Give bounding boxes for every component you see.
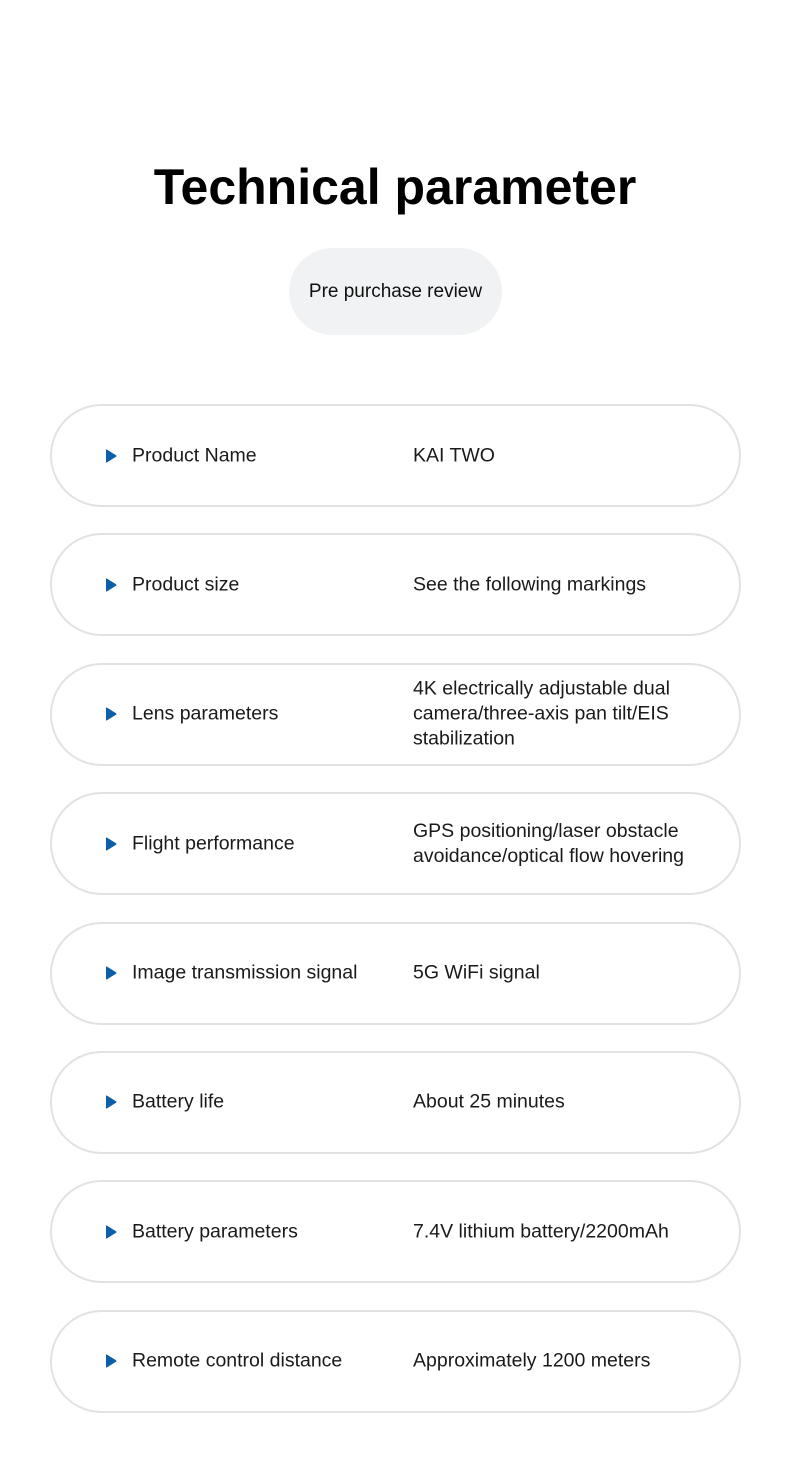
- parameter-row: [50, 1051, 741, 1154]
- parameter-label: Remote control distance: [132, 1349, 343, 1372]
- parameter-value: KAI TWO: [413, 444, 495, 466]
- play-triangle-icon: [105, 449, 117, 463]
- parameter-row: [50, 1180, 741, 1283]
- parameter-row: [50, 922, 741, 1025]
- parameter-value: GPS positioning/laser obstacle avoidance/optical flow hovering: [413, 819, 685, 867]
- parameter-label: Lens parameters: [132, 702, 279, 725]
- pre-purchase-review-label: Pre purchase review: [308, 280, 483, 302]
- parameter-label: Flight performance: [132, 832, 295, 855]
- play-triangle-icon: [105, 707, 117, 721]
- play-triangle-icon: [105, 966, 117, 980]
- parameter-value: Approximately 1200 meters: [413, 1349, 651, 1372]
- parameter-row: [50, 1310, 741, 1413]
- parameter-label: Product Name: [132, 444, 257, 466]
- pre-purchase-review-button[interactable]: [289, 248, 502, 335]
- parameter-list: [50, 404, 741, 1439]
- parameter-value: 4K electrically adjustable dual camera/three-axis pan tilt/EIS stabilization: [413, 677, 670, 750]
- parameter-label: Image transmission signal: [132, 961, 358, 984]
- parameter-value: See the following markings: [413, 573, 647, 596]
- parameter-label: Product size: [132, 573, 240, 596]
- play-triangle-icon: [105, 1225, 117, 1239]
- play-triangle-icon: [105, 1095, 117, 1109]
- parameter-value: 7.4V lithium battery/2200mAh: [413, 1220, 669, 1243]
- parameter-value: 5G WiFi signal: [413, 961, 540, 984]
- parameter-value: About 25 minutes: [413, 1090, 565, 1113]
- parameter-row: [50, 792, 741, 895]
- play-triangle-icon: [105, 1354, 117, 1368]
- page-title: Technical parameter: [153, 159, 637, 215]
- parameter-label: Battery parameters: [132, 1220, 298, 1243]
- parameter-row: [50, 663, 741, 766]
- play-triangle-icon: [105, 837, 117, 851]
- parameter-row: [50, 533, 741, 636]
- parameter-row: [50, 404, 741, 507]
- play-triangle-icon: [105, 578, 117, 592]
- parameter-label: Battery life: [132, 1090, 225, 1113]
